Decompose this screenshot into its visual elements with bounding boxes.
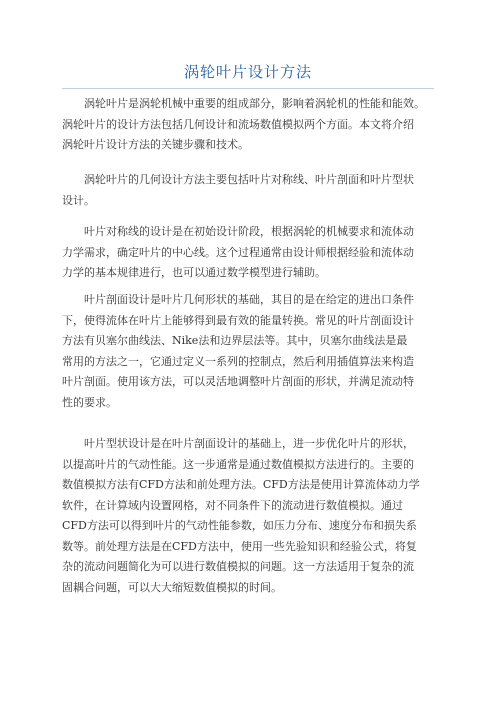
paragraph-intro (62, 94, 444, 156)
paragraph-line: 叶片型状设计是在叶片剖面设计的基础上，进一步优化叶片的形状， (84, 437, 414, 450)
paragraph-line: 固耦合问题，可以大大缩短数值模拟的时间。 (62, 580, 282, 594)
paragraph-line: 设计。 (62, 193, 95, 207)
paragraph-line: 常用的方法之一，它通过定义一系列的控制点，然后利用插值算法来构造 (62, 354, 414, 368)
paragraph-line: 涡轮叶片的设计方法包括几何设计和流场数值模拟两个方面。本文将介绍 (62, 117, 414, 131)
paragraph-shape-optimization (62, 434, 444, 598)
paragraph-line: 涡轮叶片是涡轮机械中重要的组成部分，影响着涡轮机的性能和能效。 (84, 97, 425, 110)
paragraph-line: 软件，在计算域内设置网格，对不同条件下的流动进行数值模拟。通过 (62, 498, 403, 512)
paragraph-profile-design (62, 290, 444, 413)
paragraph-line: 力学的基本规律进行，也可以通过数学模型进行辅助。 (62, 266, 326, 279)
paragraph-line: 叶片剖面。使用该方法，可以灵活地调整叶片剖面的形状，并满足流动特 (62, 375, 414, 388)
paragraph-line: 数值模拟方法有CFD方法和前处理方法。CFD方法是使用计算流体动力学 (62, 478, 420, 491)
paragraph-line: 力学需求，确定叶片的中心线。这个过程通常由设计师根据经验和流体动 (62, 245, 414, 259)
paragraph-line: 方法有贝塞尔曲线法、Nike法和边界层法等。其中，贝塞尔曲线法是最 (62, 334, 408, 347)
paragraph-line: 叶片剖面设计是叶片几何形状的基础，其目的是在给定的进出口条件 (84, 293, 414, 306)
paragraph-line: 叶片对称线的设计是在初始设计阶段，根据涡轮的机械要求和流体动 (84, 225, 414, 238)
paragraph-line: 下，使得流体在叶片上能够得到最有效的能量转换。常见的叶片剖面设计 (62, 313, 414, 327)
paragraph-line: 涡轮叶片的几何设计方法主要包括叶片对称线、叶片剖面和叶片型状 (84, 173, 414, 186)
document-title: 涡轮叶片设计方法 (183, 63, 312, 81)
paragraph-line: 数等。前处理方法是在CFD方法中，使用一些先验知识和经验公式，将复 (62, 539, 417, 553)
paragraph-line: 性的要求。 (62, 395, 117, 409)
paragraph-line: 涡轮叶片设计方法的关键步骤和技术。 (62, 138, 249, 151)
paragraph-line: CFD方法可以得到叶片的气动性能参数，如压力分布、速度分布和损失系 (62, 519, 417, 532)
paragraph-line: 以提高叶片的气动性能。这一步通常是通过数值模拟方法进行的。主要的 (62, 457, 414, 471)
paragraph-symmetry-line (62, 222, 444, 284)
paragraph-line: 杂的流动问题简化为可以进行数值模拟的问题。这一方法适用于复杂的流 (62, 560, 414, 573)
paragraph-geometry-overview (62, 170, 444, 211)
title-divider (62, 88, 434, 89)
